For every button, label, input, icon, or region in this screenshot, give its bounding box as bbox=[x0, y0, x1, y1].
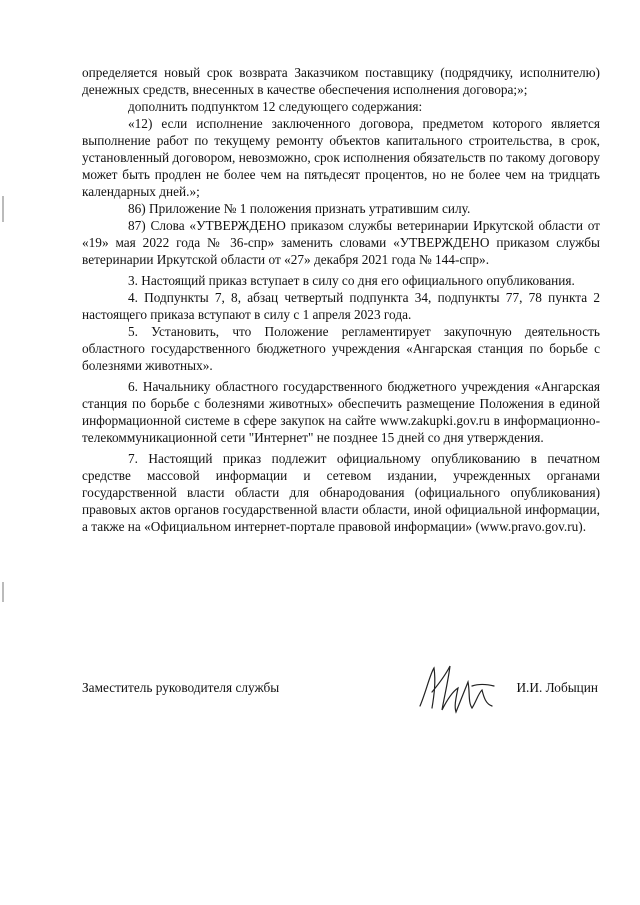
paragraph-6: 4. Подпункты 7, 8, абзац четвертый подпункта 34, подпункты 77, 78 пункта 2 настоящего приказа вступают в силу с 1 апреля 2023 года. bbox=[82, 290, 600, 322]
paragraph-2: «12) если исполнение заключенного договора, предметом которого является выполнение работ по текущему ремонту объектов капитального строительства, в срок, установленный договором, невозможно, срок исполнения обязательств по такому договору может быть продлен не более чем на пятьдесят процентов, но не более чем на тридцать календарных дней.»; bbox=[82, 116, 600, 199]
paragraph-9: 7. Настоящий приказ подлежит официальному опубликованию в печатном средстве массовой информации и сетевом издании, учрежденных органами государственной власти области для обнародования (официального опубликования) правовых актов органов государственной власти области, иной официальной информации, а также на «Официальном интернет-портале правовой информации» (www.pravo.gov.ru). bbox=[82, 451, 600, 534]
handwritten-signature bbox=[412, 662, 532, 718]
paragraph-8: 6. Начальнику областного государственного бюджетного учреждения «Ангарская станция по борьбе с болезнями животных» обеспечить размещение Положения в единой информационной системе в сфере закупок на сайте www.zakupki.gov.ru в информационно-телекоммуникационной сети "Интернет" не позднее 15 дней со дня утверждения. bbox=[82, 379, 600, 445]
paragraph-3: 86) Приложение № 1 положения признать утратившим силу. bbox=[128, 201, 471, 216]
paragraph-1: дополнить подпунктом 12 следующего содержания: bbox=[128, 99, 423, 114]
paragraph-5: 3. Настоящий приказ вступает в силу со дня его официального опубликования. bbox=[128, 273, 575, 288]
signature-block bbox=[82, 676, 600, 736]
paragraph-4: 87) Слова «УТВЕРЖДЕНО приказом службы ветеринарии Иркутской области от «19» мая 2022 года № 36-спр» заменить словами «УТВЕРЖДЕНО приказом службы ветеринарии Иркутской области от «27» декабря 2021 года № 144-спр». bbox=[82, 218, 600, 267]
signatory-name: И.И. Лобыцин bbox=[516, 680, 598, 695]
paragraph-7: 5. Установить, что Положение регламентирует закупочную деятельность областного государственного бюджетного учреждения «Ангарская станция по борьбе с болезнями животных». bbox=[82, 324, 600, 373]
margin-mark-bottom bbox=[2, 582, 4, 602]
margin-mark-top bbox=[2, 196, 4, 222]
document-body bbox=[82, 64, 600, 535]
paragraph-0: определяется новый срок возврата Заказчиком поставщику (подрядчику, исполнителю) денежных средств, внесенных в качестве обеспечения исполнения договора;»; bbox=[82, 65, 600, 97]
signatory-role: Заместитель руководителя службы bbox=[82, 680, 280, 695]
